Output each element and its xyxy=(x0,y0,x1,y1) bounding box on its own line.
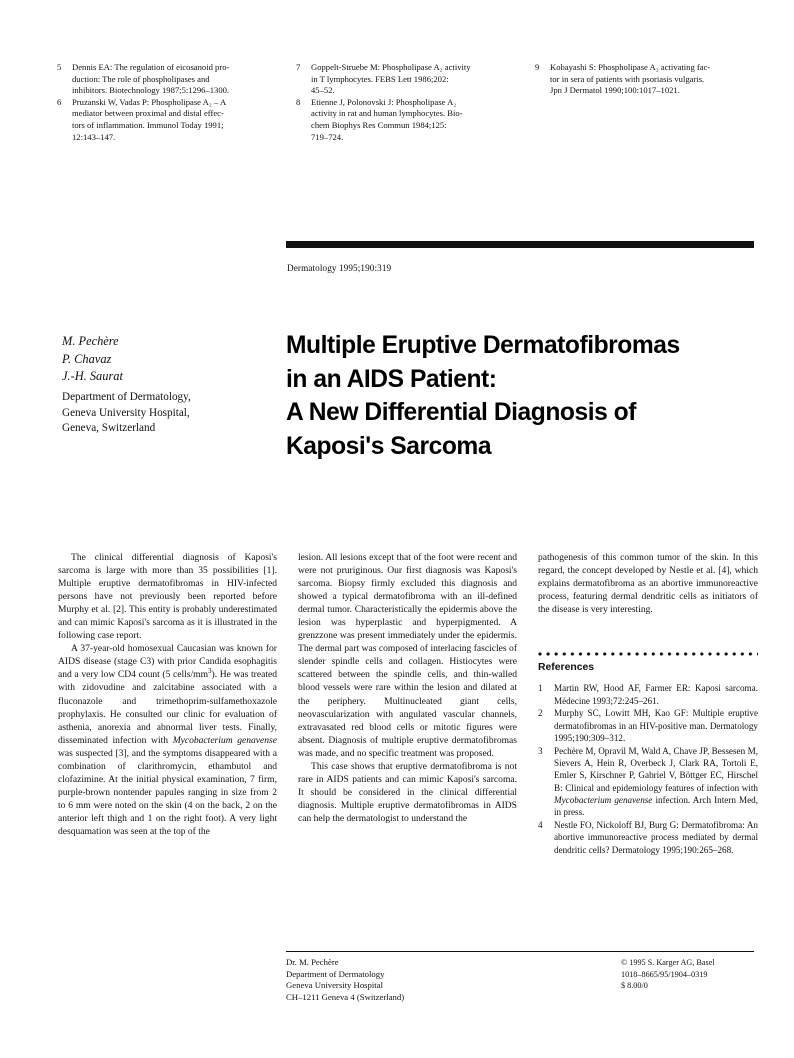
title-line: A New Differential Diagnosis of xyxy=(286,399,636,426)
paragraph: This case shows that eruptive dermatofibroma is not rare in AIDS patients and can mimic Kaposi's sarcoma. It should be considered in the clinical differential diagnosis. Multiple eruptive dermatofibromas in AIDS can help the dermatologist to understand the xyxy=(298,760,517,824)
header-rule xyxy=(286,241,754,248)
footer-rule xyxy=(286,951,754,952)
top-reference-column-2 xyxy=(296,62,517,143)
reference-item xyxy=(296,97,517,109)
reference-number-spacer xyxy=(57,120,72,132)
reference-segment: Pechère M, Opravil M, Wald A, Chave JP, Bessesen M, Sievers A, Hein R, Overbeck J, Clark RA, Tortoli E, Emler S, Kirschner P, Gabriel V, Böttger EC, Hirschel B: Clinical and epidemiology features of infection with xyxy=(554,745,758,793)
affiliation xyxy=(62,390,267,437)
reference-number-spacer xyxy=(296,85,311,97)
reference-number: 6 xyxy=(57,96,62,107)
reference-text xyxy=(554,745,758,819)
author-name: P. Chavaz xyxy=(62,351,112,366)
reference-number: 2 xyxy=(538,708,543,719)
reference-number-spacer xyxy=(535,74,550,86)
reference-text-line: tor in sera of patients with psoriasis vulgaris. xyxy=(550,73,705,84)
reference-number: 9 xyxy=(535,62,540,72)
correspondence-line: Department of Dermatology xyxy=(286,968,385,979)
paragraph: The clinical differential diagnosis of Kaposi's sarcoma is large with more than 35 possibilities [1]. Multiple eruptive dermatofibromas in HIV-infected persons have not previously been reported before Murphy et al. [2]. This entity is probably underestimated and can mimic Kaposi's sarcoma as it is illustrated in the following case report. xyxy=(58,552,277,642)
reference-item xyxy=(535,74,756,86)
species-name: Mycobacterium genavense xyxy=(172,734,277,746)
title-line: Multiple Eruptive Dermatofibromas xyxy=(286,332,680,359)
reference-number: 5 xyxy=(57,62,62,72)
reference-item xyxy=(535,85,756,97)
paragraph-segment: A 37-year-old homosexual Caucasian was known for AIDS disease (stage C3) with prior Candida esophagitis and a very low CD4 count (5 cells/mm xyxy=(58,643,277,681)
reference-text: Murphy SC, Lowitt MH, Kao GF: Multiple eruptive dermatofibromas in an HIV-positive man. Dermatology 1995;190:309–312. xyxy=(554,708,758,743)
paragraph-segment: was suspected [3], and the symptoms disappeared with a combination of clarithromycin, ethambutol and clofazimine. At the initial physical examination, 7 firm, purple-brown nontender papules ranging in size from 2 to 6 mm were noted on the skin (4 on the back, 2 on the anterior left thigh and 1 on the right foot). A very light desquamation was seen at the top of the xyxy=(58,747,277,837)
reference-number-spacer xyxy=(296,74,311,86)
footer xyxy=(286,957,756,1003)
reference-text-line: Etienne J, Polonovski J: Phospholipase A₂ xyxy=(311,96,457,107)
reference-text-line: 719–724. xyxy=(311,131,344,142)
author-list xyxy=(62,333,262,386)
reference-text-line: Kobayashi S: Phospholipase A₂ activating fac- xyxy=(550,62,711,72)
reference-text-line: duction: The role of phospholipases and xyxy=(72,73,210,84)
reference-text-line: Dennis EA: The regulation of eicosanoid pro- xyxy=(72,62,230,72)
reference-item xyxy=(538,707,758,744)
reference-item xyxy=(296,62,517,74)
reference-item xyxy=(57,97,278,109)
reference-item xyxy=(538,745,758,819)
correspondence-line: CH–1211 Geneva 4 (Switzerland) xyxy=(286,991,405,1002)
journal-citation: Dermatology 1995;190:319 xyxy=(287,263,392,273)
reference-item xyxy=(57,85,278,97)
dotted-divider xyxy=(538,652,758,656)
reference-text-line: 12:143–147. xyxy=(72,131,116,142)
top-reference-column-1 xyxy=(57,62,278,143)
reference-number-spacer xyxy=(57,85,72,97)
reference-item xyxy=(57,120,278,132)
reference-number: 1 xyxy=(538,683,543,694)
reference-number-spacer xyxy=(57,132,72,144)
affiliation-line: Geneva, Switzerland xyxy=(62,422,156,435)
reference-number: 7 xyxy=(296,62,301,72)
price-line: $ 8.00/0 xyxy=(621,981,648,991)
title-line: Kaposi's Sarcoma xyxy=(286,432,492,460)
reference-number-spacer xyxy=(296,108,311,120)
reference-item xyxy=(57,132,278,144)
affiliation-line: Department of Dermatology, xyxy=(62,391,191,403)
reference-text: Martin RW, Hood AF, Farmer ER: Kaposi sarcoma. Médecine 1993;72:245–261. xyxy=(554,683,758,706)
issn-line: 1018–8665/95/1904–0319 xyxy=(621,969,708,979)
correspondence-line: Dr. M. Pechère xyxy=(286,957,339,967)
reference-number-spacer xyxy=(296,120,311,132)
body-column-2 xyxy=(298,551,517,856)
reference-text-line: tors of inflammation. Immunol Today 1991; xyxy=(72,119,224,130)
paragraph: pathogenesis of this common tumor of the skin. In this regard, the concept developed by Nestle et al. [4], which explains dermatofibroma as an abortive immunoreactive process, featuring dermal dendritic cells as initiators of the disease is very interesting. xyxy=(538,552,758,616)
references-section xyxy=(538,652,758,856)
reference-number-spacer xyxy=(296,132,311,144)
references-heading: References xyxy=(538,662,595,674)
reference-text-line: Jpn J Dermatol 1990;100:1017–1021. xyxy=(550,85,680,96)
copyright-block xyxy=(621,957,756,1003)
body-column-3 xyxy=(538,551,758,856)
reference-item xyxy=(538,819,758,856)
paragraph xyxy=(58,642,277,838)
affiliation-line: Geneva University Hospital, xyxy=(62,406,190,419)
reference-text-line: Goppelt-Struebe M: Phospholipase A₂ activity xyxy=(311,62,471,72)
paragraph-segment: ). He was treated with zidovudine and zalcitabine associated with a fluconazole and trimethoprim-sulfamethoxazole prophylaxis. He consulted our clinic for evaluation of asthenia, anorexia and abnormal liver tests. Finally, disseminated infection with xyxy=(58,669,277,746)
superscript: 3 xyxy=(208,667,212,676)
reference-text: Nestle FO, Nickoloff BJ, Burg G: Dermatofibroma: An abortive immunoreactive process mediated by dermal dendritic cells? Dermatology 1995;190:265–268. xyxy=(554,820,758,855)
correspondence-block xyxy=(286,957,586,1003)
reference-item xyxy=(57,62,278,74)
reference-text-line: 45–52. xyxy=(311,85,335,96)
references-list xyxy=(538,682,758,856)
reference-text-line: inhibitors. Biotechnology 1987;5:1296–1300. xyxy=(72,85,230,96)
page-title xyxy=(286,329,756,463)
reference-item xyxy=(296,74,517,86)
body-column-1 xyxy=(58,551,277,856)
reference-item xyxy=(296,132,517,144)
paragraph: lesion. All lesions except that of the foot were recent and were not pruriginous. Our first diagnosis was Kaposi's sarcoma. Biopsy firmly excluded this diagnosis and showed a typical dermatofibroma with an ill-defined dermal tumor. Characteristically the epidermis above the lesion was hyperplastic and hyperpigmented. A grenzzone was present immediately under the epidermis. The dermal part was composed of interlacing fascicles of slender spindle cells and collagen. Histiocytes were scattered between the spindle cells, and thin-walled blood vessels were rare within the lesion and dilated at the periphery. Multinucleated giant cells, neovascularization with angulated vascular channels, extravasated red blood cells or mitotic figures were absent. Diagnosis of multiple eruptive dermatofibromas was made, and no specific treatment was proposed. xyxy=(298,552,517,759)
reference-number-spacer xyxy=(57,74,72,86)
reference-item xyxy=(296,108,517,120)
reference-item xyxy=(296,120,517,132)
author-name: J.-H. Saurat xyxy=(62,369,123,384)
correspondence-line: Geneva University Hospital xyxy=(286,980,383,991)
reference-text-line: in T lymphocytes. FEBS Lett 1986;202: xyxy=(311,73,449,84)
title-line: in an AIDS Patient: xyxy=(286,365,497,393)
reference-number-spacer xyxy=(535,85,550,97)
species-name: Mycobacterium genavense xyxy=(554,794,653,805)
reference-item xyxy=(57,74,278,86)
body-columns xyxy=(58,551,758,856)
top-reference-column-3 xyxy=(535,62,756,143)
reference-item xyxy=(296,85,517,97)
reference-item xyxy=(538,682,758,707)
reference-text-line: Pruzanski W, Vadas P: Phospholipase A₂ – A xyxy=(72,96,227,107)
reference-text-line: mediator between proximal and distal effec- xyxy=(72,108,224,119)
reference-segment: infection. Arch Intern Med, in press. xyxy=(554,794,759,818)
reference-number-spacer xyxy=(57,108,72,120)
reference-text-line: activity in rat and human lymphocytes. Bio- xyxy=(311,108,463,119)
reference-number: 3 xyxy=(538,745,543,756)
reference-number: 8 xyxy=(296,96,301,107)
author-name: M. Pechère xyxy=(62,334,119,348)
reference-item xyxy=(57,108,278,120)
reference-number: 4 xyxy=(538,820,543,830)
reference-text-line: chem Biophys Res Commun 1984;125: xyxy=(311,119,447,130)
copyright-line: © 1995 S. Karger AG, Basel xyxy=(621,958,715,967)
reference-item xyxy=(535,62,756,74)
top-reference-block xyxy=(57,62,757,143)
